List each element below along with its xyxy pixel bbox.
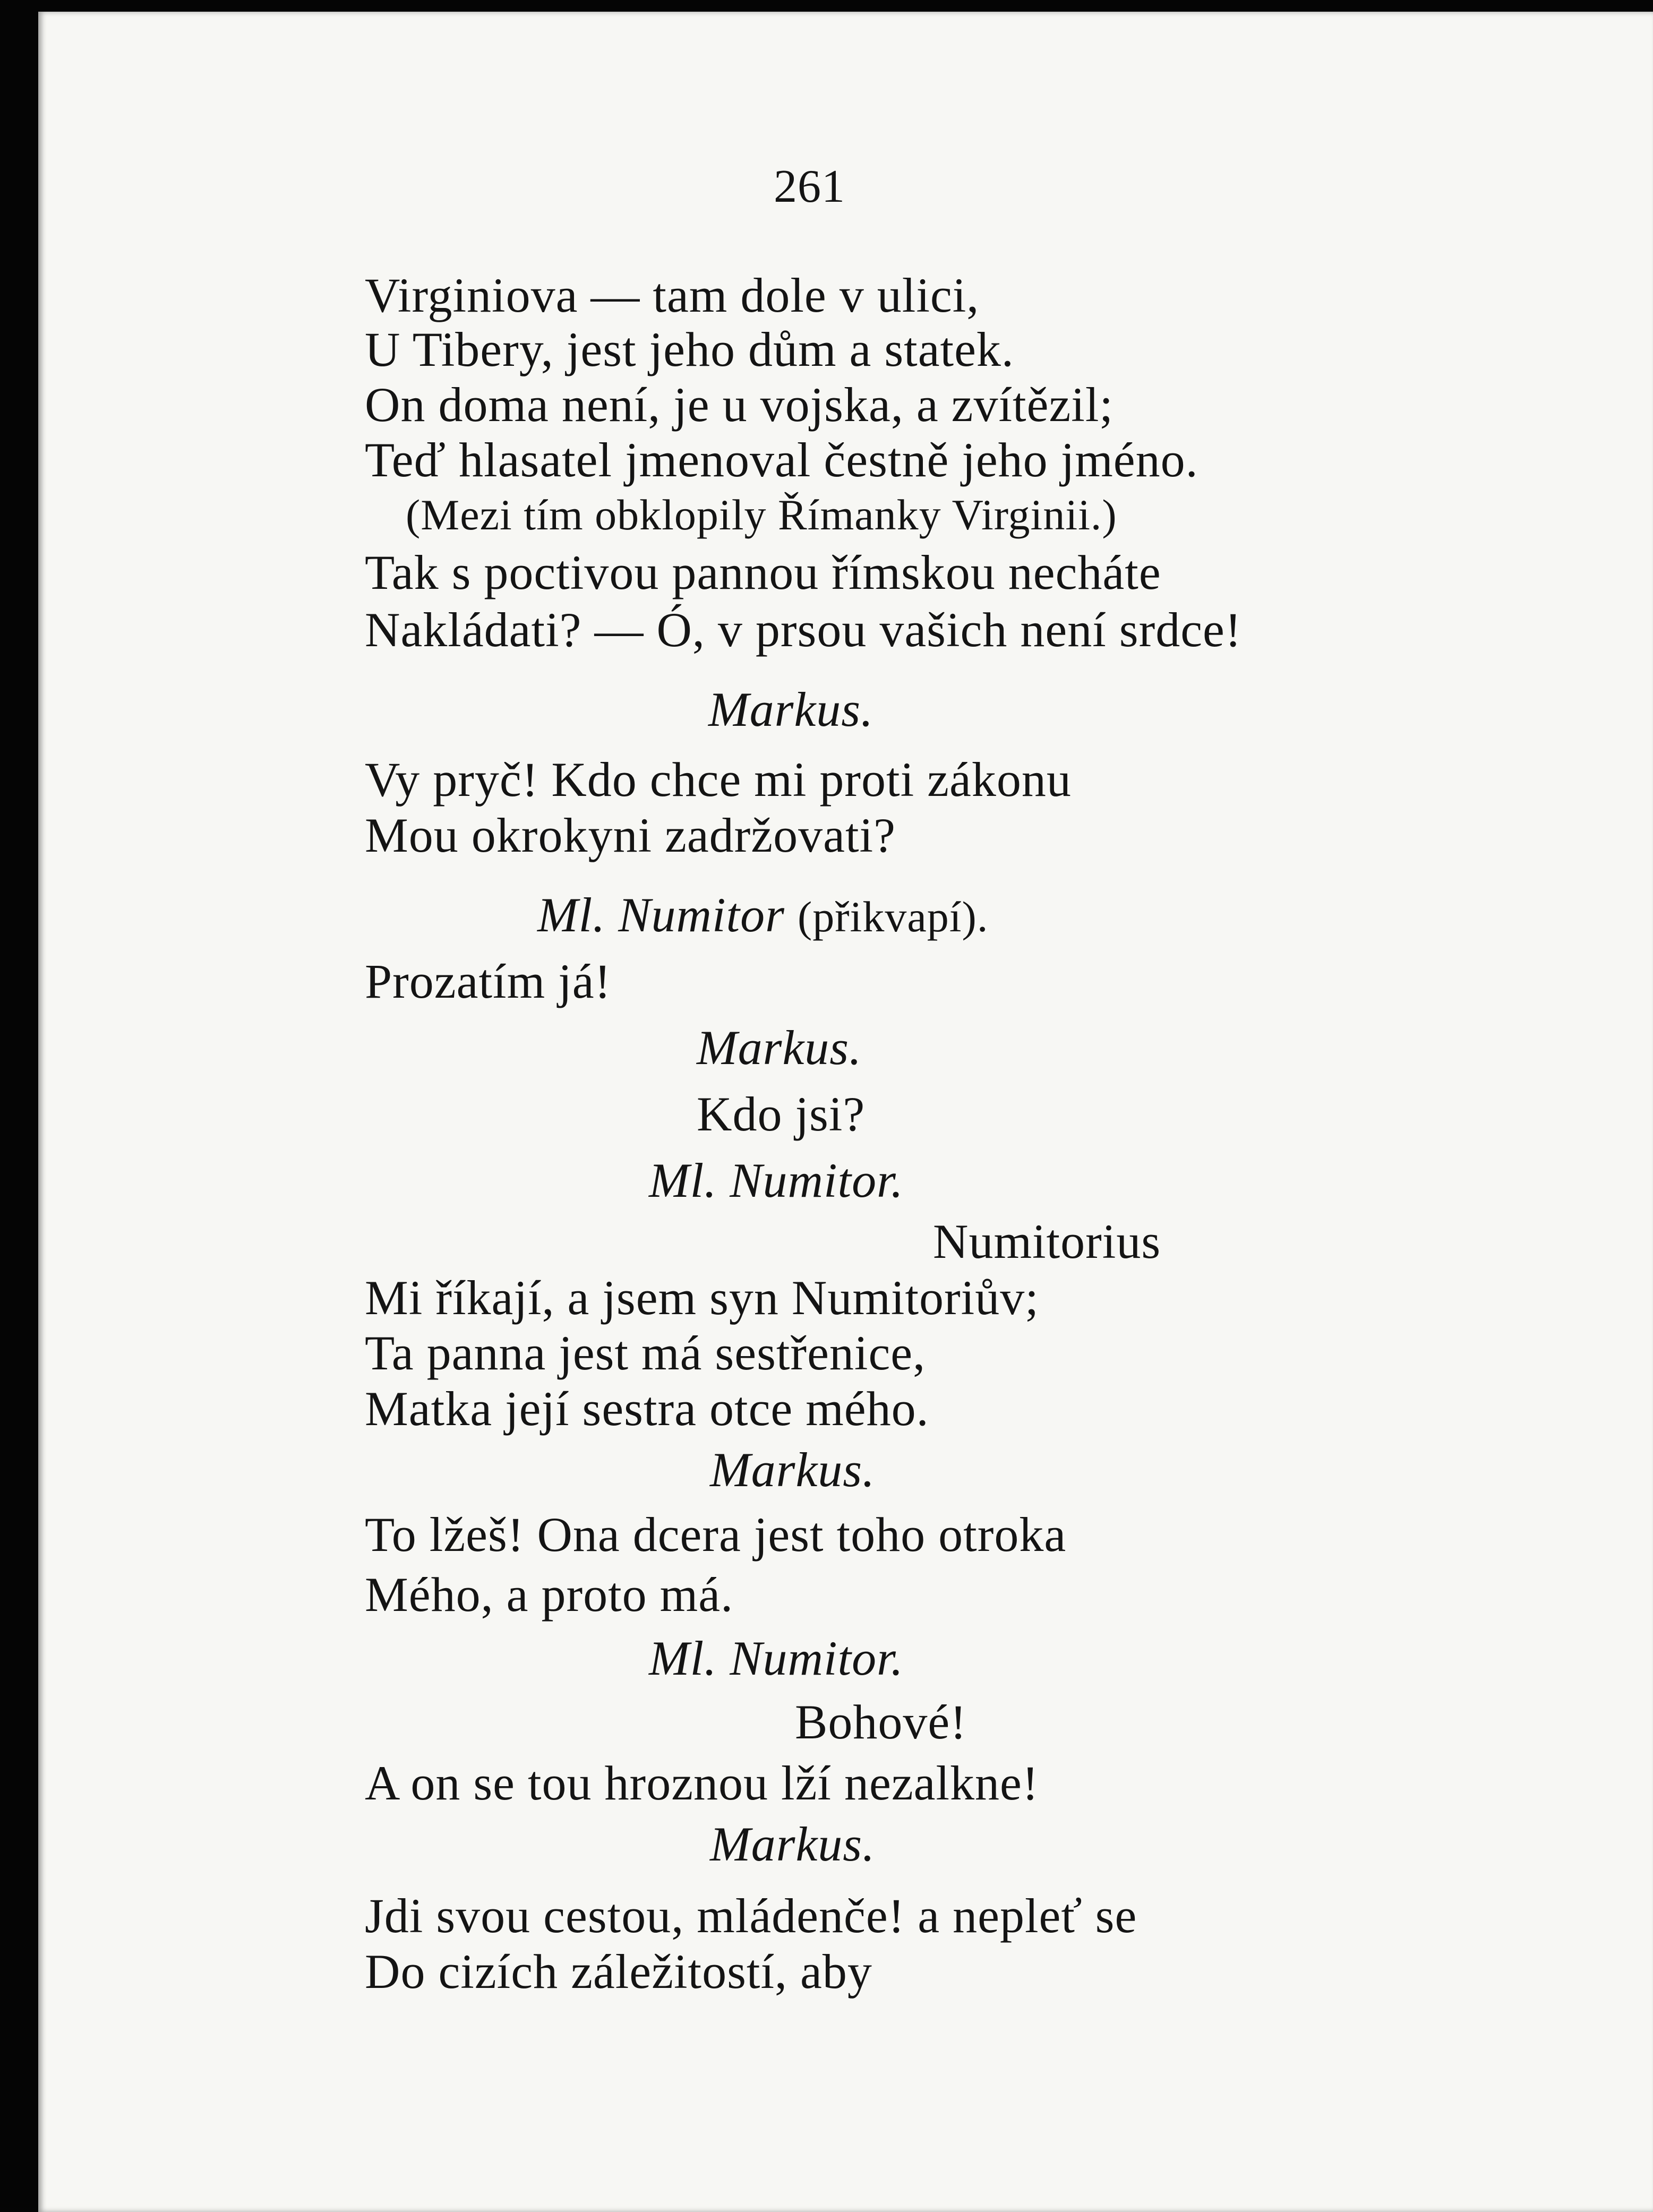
verse-line: Vy pryč! Kdo chce mi proti zákonu <box>365 752 1072 807</box>
verse-line: Mi říkají, a jsem syn Numitoriův; <box>365 1271 1039 1325</box>
verse-line: Virginiova — tam dole v ulici, <box>365 268 980 322</box>
verse-line: Prozatím já! <box>365 954 612 1008</box>
verse-line: U Tibery, jest jeho dům a statek. <box>365 322 1014 376</box>
verse-line: Do cizích záležitostí, aby <box>365 1944 872 1999</box>
verse-line: Mou okrokyni zadržovati? <box>365 808 896 862</box>
speaker-name: Markus. <box>697 1021 862 1075</box>
verse-line: Nakládati? — Ó, v prsou vašich není srdce! <box>365 603 1242 657</box>
verse-line: Jdi svou cestou, mládenče! a nepleť se <box>365 1889 1137 1943</box>
page-number: 261 <box>774 161 845 212</box>
verse-line: To lžeš! Ona dcera jest toho otroka <box>365 1507 1067 1562</box>
verse-line: Kdo jsi? <box>697 1087 866 1141</box>
verse-line: On doma není, je u vojska, a zvítězil; <box>365 378 1114 432</box>
verse-line: A on se tou hroznou lží nezalkne! <box>365 1756 1039 1810</box>
book-page <box>38 12 1653 2212</box>
speaker-label: Ml. Numitor <box>537 888 785 942</box>
speaker-name: Ml. Numitor. <box>649 1631 904 1685</box>
verse-line: Mého, a proto má. <box>365 1567 734 1622</box>
stage-direction: (přikvapí). <box>797 893 989 941</box>
speaker-name: Ml. Numitor. <box>649 1153 904 1207</box>
stage-direction: (Mezi tím obklopily Římanky Virginii.) <box>406 491 1117 539</box>
verse-line: Matka její sestra otce mého. <box>365 1382 929 1436</box>
speaker-name <box>537 888 989 942</box>
verse-line: Ta panna jest má sestřenice, <box>365 1326 926 1380</box>
verse-line: Tak s poctivou pannou římskou necháte <box>365 545 1161 599</box>
verse-line: Numitorius <box>933 1214 1161 1268</box>
verse-line: Bohové! <box>795 1695 967 1749</box>
speaker-name: Markus. <box>710 1443 876 1497</box>
speaker-name: Markus. <box>710 1817 876 1871</box>
speaker-name: Markus. <box>708 682 874 736</box>
verse-line: Teď hlasatel jmenoval čestně jeho jméno. <box>365 433 1198 487</box>
